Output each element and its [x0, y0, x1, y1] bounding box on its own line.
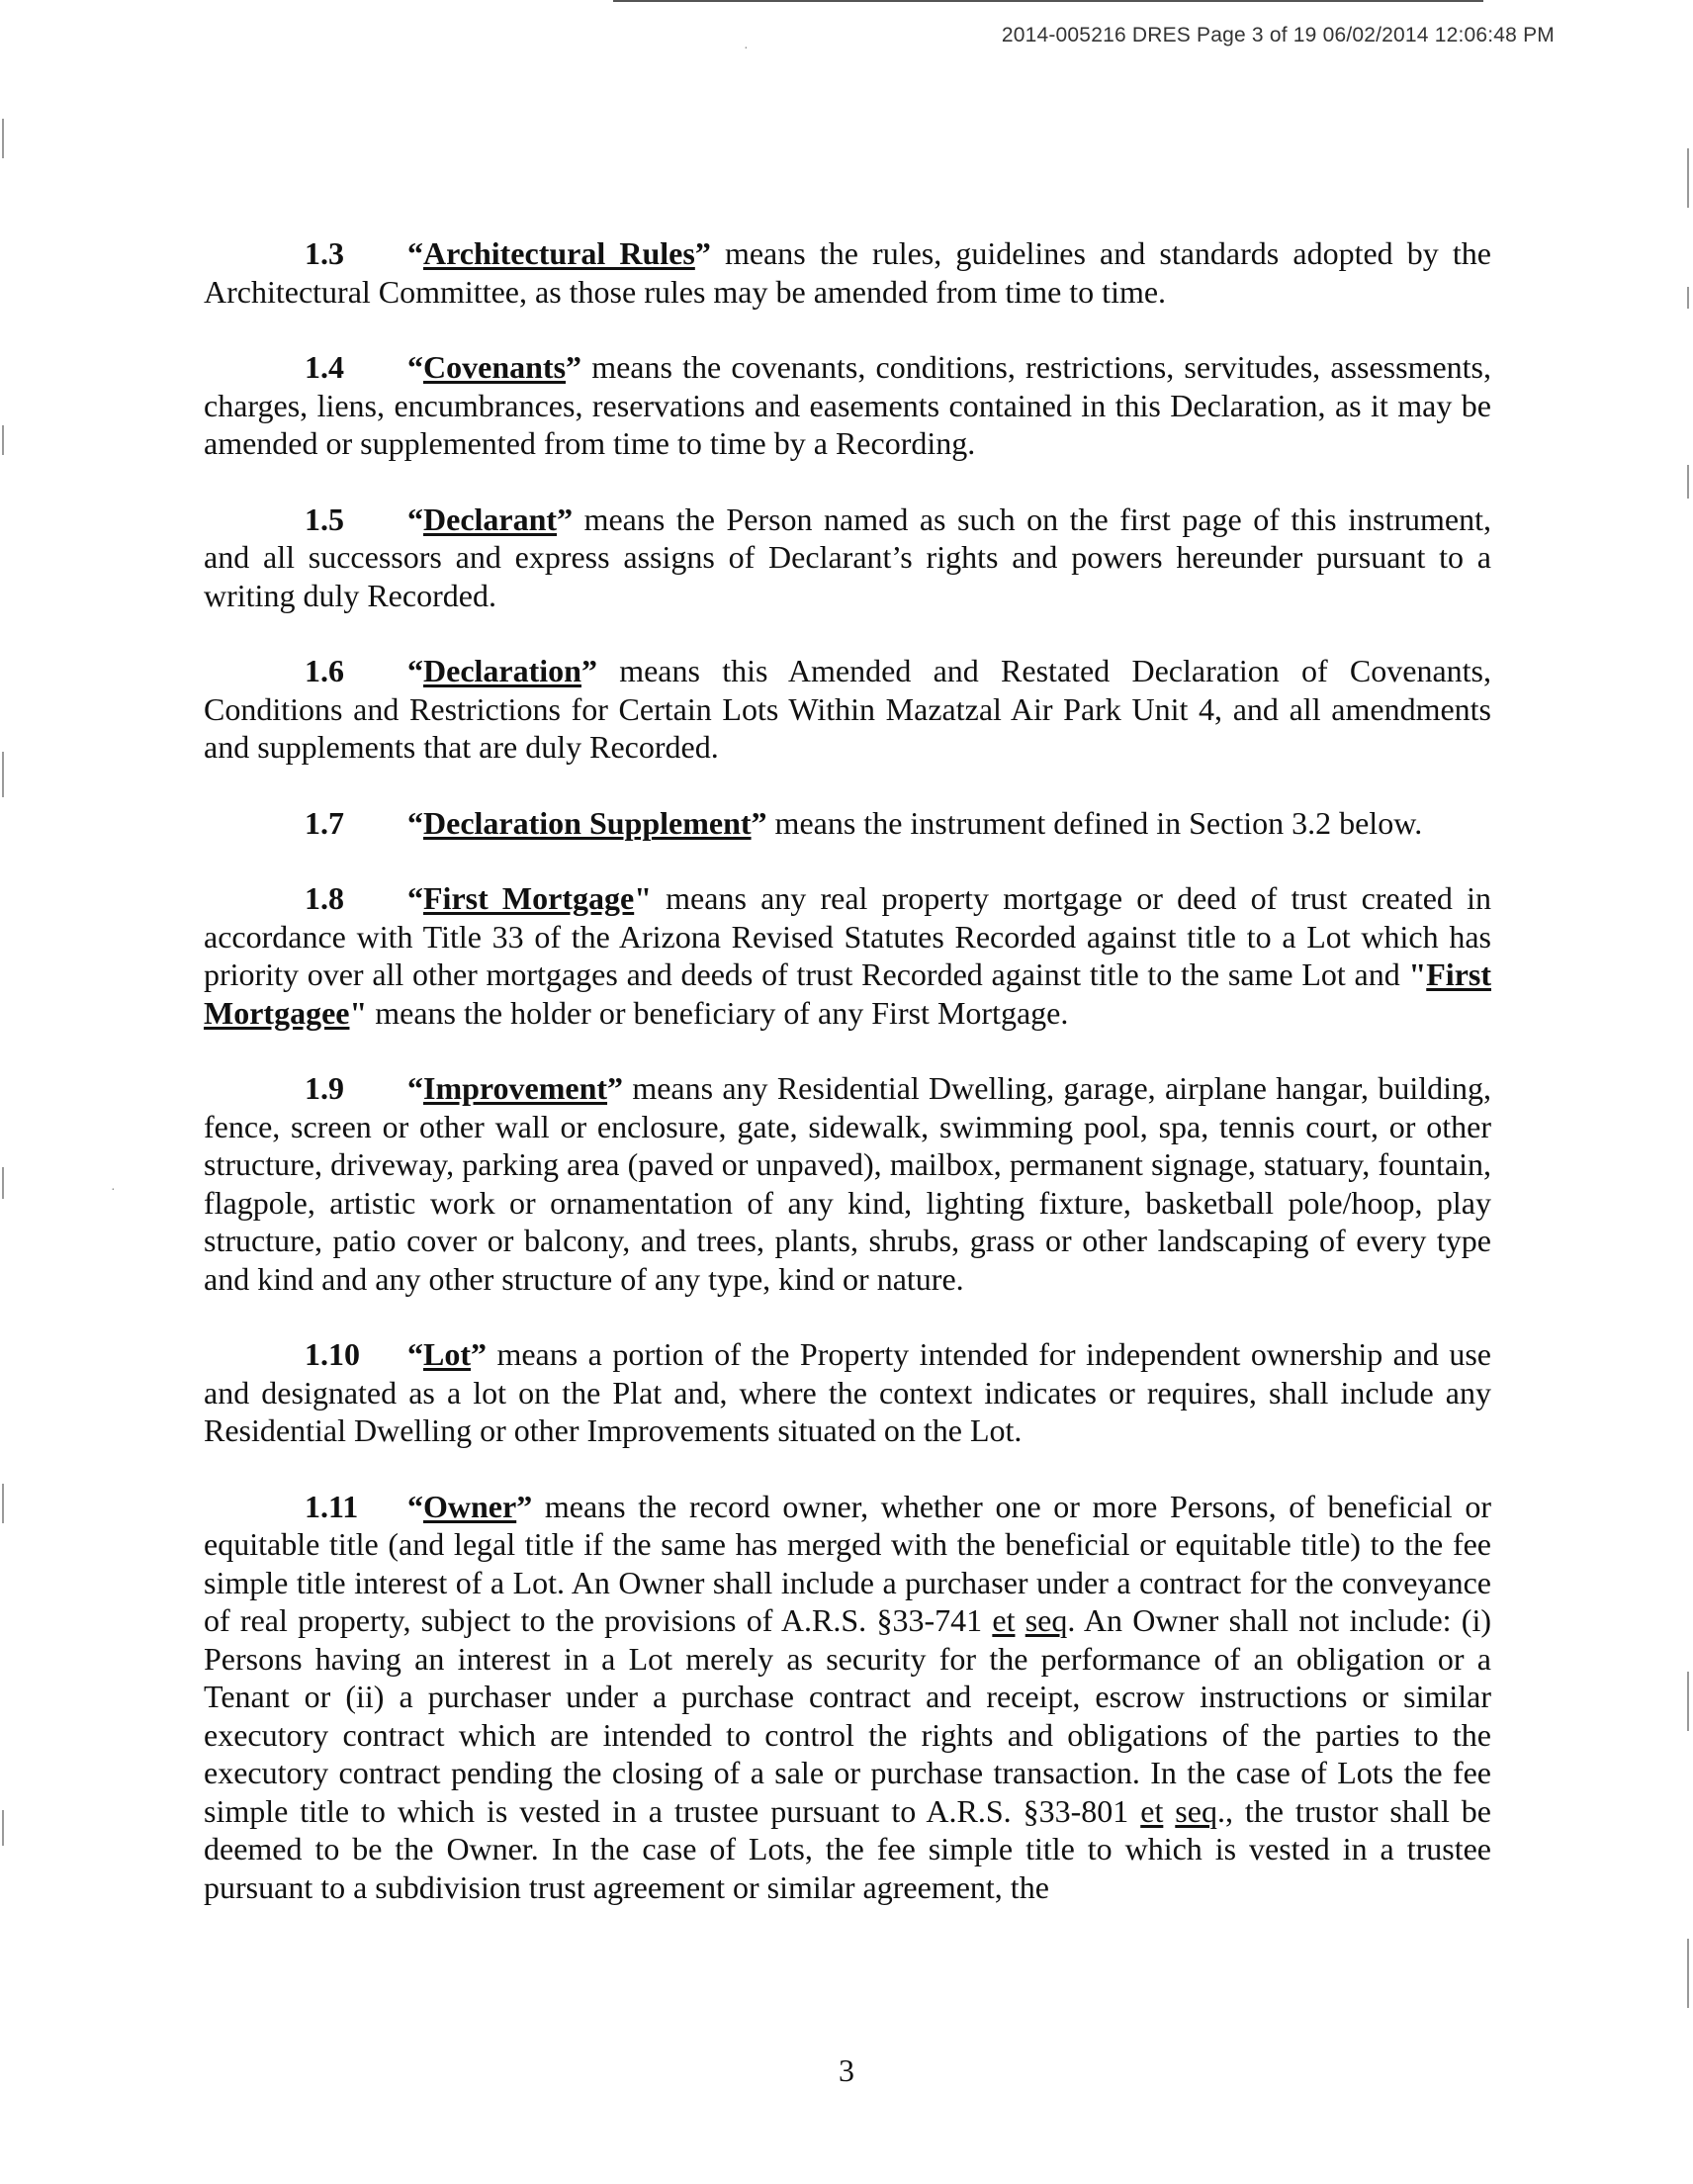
definition-text: means this Amended and Restated Declaration of Covenants, Conditions and Restrictions for Certain Lots Within Mazatzal Air Park Unit 4, and all amendments and supplements that are duly Recorded.: [204, 653, 1491, 765]
definition-text: means the rules, guidelines and standards adopted by the Architectural Committee, as those rules may be amended from time to time.: [204, 235, 1492, 310]
defined-term: “Declaration”: [407, 653, 597, 688]
definition-text: means any Residential Dwelling, garage, airplane hangar, building, fence, screen or other wall or enclosure, gate, sidewalk, swimming pool, spa, tennis court, or other structure, driveway, parking area (paved or unpaved), mailbox, permanent signage, statuary, fountain, flagpole, artistic work or ornamentation of any kind, lighting fixture, basketball pole/hoop, play structure, patio cover or balcony, and trees, plants, shrubs, grass or other landscaping of every type and kind and any other structure of any type, kind or nature.: [204, 1070, 1491, 1297]
section-number: 1.6: [305, 653, 344, 688]
definition-text: means any real property mortgage or deed of trust created in accordance with Title 33 of the Arizona Revised Statutes Recorded against title to a Lot which has priority over all other mortgages and deeds of trust Recorded against title to the same Lot and: [204, 880, 1492, 992]
definition-1-10: [204, 1335, 1491, 1450]
page-number: 3: [839, 2052, 854, 2088]
latin-et: et: [1140, 1792, 1164, 1829]
defined-term: “Lot”: [407, 1336, 487, 1372]
section-number: 1.4: [305, 349, 344, 385]
definition-text: means a portion of the Property intended for independent ownership and use and designated as a lot on the Plat and, where the context indicates or requires, shall include any Residential Dwelling or other Improvements situated on the Lot.: [204, 1336, 1491, 1448]
defined-term: “Architectural Rules”: [407, 235, 711, 271]
scan-speck: ·: [111, 1183, 116, 1198]
definition-text: means the record owner, whether one or more Persons, of beneficial or equitable title (and legal title if the same has merged with the beneficial or equitable title) to the fee simple title interest of a Lot. An Owner shall include a purchaser under a contract for the conveyance of real property, subject to the provisions of A.R.S. §33-741: [204, 1488, 1491, 1638]
definition-text: means the instrument defined in Section 3.2 below.: [766, 804, 1423, 841]
definition-1-3: [204, 234, 1491, 311]
definition-text: means the covenants, conditions, restrictions, servitudes, assessments, charges, liens, encumbrances, reservations and easements contained in this Declaration, as it may be amended or supplemented from time to time by a Recording.: [204, 349, 1491, 461]
section-number: 1.3: [305, 235, 344, 271]
defined-term: “Improvement”: [407, 1070, 624, 1106]
document-body: [204, 234, 1491, 1944]
definition-1-5: [204, 500, 1491, 615]
definition-1-6: [204, 652, 1491, 767]
defined-term-secondary: "First Mortgagee": [204, 956, 1491, 1031]
section-number: 1.5: [305, 500, 344, 537]
latin-seq: seq: [1175, 1792, 1217, 1829]
scan-right-edge-marks: [1687, 0, 1689, 2184]
scan-top-rule: [613, 0, 1483, 2]
definition-1-8: [204, 879, 1491, 1032]
definition-text-end: ., the trustor shall be deemed to be the Owner. In the case of Lots, the fee simple title to which is vested in a trustee pursuant to a subdivision trust agreement or similar agreement, the: [204, 1792, 1492, 1905]
section-number: 1.10: [305, 1336, 360, 1372]
scan-left-edge-marks: [2, 0, 4, 2184]
definition-1-9: [204, 1069, 1491, 1298]
definition-text-continued: means the holder or beneficiary of any First Mortgage.: [367, 994, 1069, 1031]
definition-1-11: [204, 1488, 1491, 1907]
latin-seq: seq: [1025, 1602, 1068, 1638]
defined-term: “Declarant”: [407, 500, 574, 537]
section-number: 1.7: [305, 804, 344, 841]
scan-speck: ·: [744, 42, 749, 56]
latin-et: et: [992, 1602, 1016, 1638]
definition-1-7: [204, 804, 1491, 843]
defined-term: “Declaration Supplement”: [407, 804, 767, 841]
defined-term: “Owner”: [407, 1488, 533, 1524]
definition-text: means the Person named as such on the first page of this instrument, and all successors and express assigns of Declarant’s rights and powers hereunder pursuant to a writing duly Recorded.: [204, 500, 1491, 613]
section-number: 1.8: [305, 880, 344, 916]
section-number: 1.11: [305, 1488, 359, 1524]
definition-text-continued: . An Owner shall not include: (i) Persons having an interest in a Lot merely as security for the performance of an obligation or a Tenant or (ii) a purchaser under a purchase contract and receipt, escrow instructions or similar executory contract which are intended to control the rights and obligations of the parties to the executory contract pending the closing of a sale or purchase transaction. In the case of Lots the fee simple title to which is vested in a trustee pursuant to A.R.S. §33-801: [204, 1602, 1491, 1829]
section-number: 1.9: [305, 1070, 344, 1106]
definition-1-4: [204, 348, 1491, 463]
defined-term: “Covenants”: [407, 349, 582, 385]
recording-stamp: 2014-005216 DRES Page 3 of 19 06/02/2014 12:06:48 PM: [1001, 24, 1555, 46]
defined-term: “First Mortgage": [407, 880, 652, 916]
